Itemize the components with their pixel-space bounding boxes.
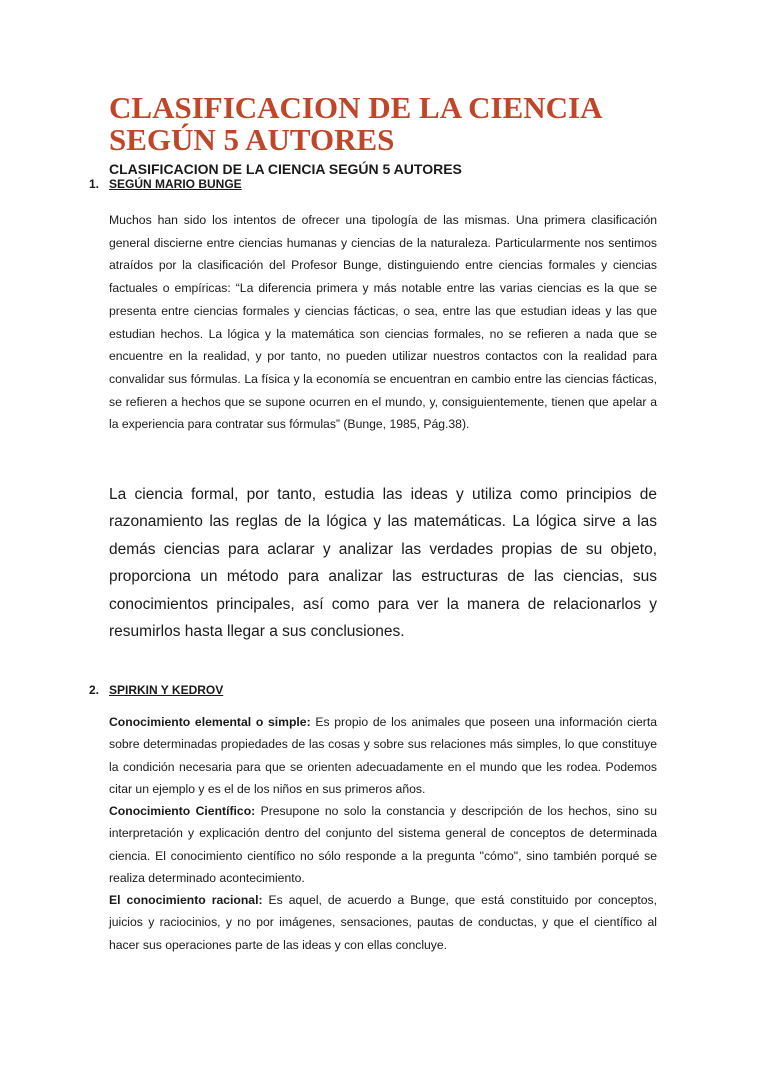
section-1-paragraph-2: La ciencia formal, por tanto, estudia las ideas y utiliza como principios de razonamiento las reglas de la lógica y las matemáticas. La lógica sirve a las demás ciencias para aclarar y analizar las verdades propias de su objeto, proporciona un método para analizar las estructuras de las ciencias, sus conocimientos principales, así como para ver la manera de relacionarlos y resumirlos hasta llegar a sus conclusiones.: [109, 486, 657, 641]
section-2-number: 2.: [89, 683, 100, 697]
page-subtitle: CLASIFICACION DE LA CIENCIA SEGÚN 5 AUTORES: [109, 161, 462, 177]
knowledge-text-cientifico: Presupone no solo la constancia y descripción de los hechos, sino su interpretación y explicación dentro del conjunto del sistema general de conceptos de determinada ciencia. El conocimiento científico no sólo responde a la pregunta "cómo", sino también porqué se realiza determinado acontecimiento.: [109, 804, 657, 886]
knowledge-term-cientifico: Conocimiento Científico:: [109, 804, 256, 818]
page-title: [109, 92, 709, 156]
section-1-heading: [89, 177, 242, 191]
knowledge-term-elemental: Conocimiento elemental o simple:: [109, 715, 311, 729]
knowledge-item-elemental: [109, 711, 657, 801]
section-1-number: 1.: [89, 177, 100, 191]
page-title-line-1: CLASIFICACION DE LA CIENCIA: [109, 90, 603, 125]
section-1-title: SEGÚN MARIO BUNGE: [109, 177, 242, 191]
page-title-line-2: SEGÚN 5 AUTORES: [109, 122, 395, 157]
knowledge-term-racional: El conocimiento racional:: [109, 893, 263, 907]
knowledge-text-racional: Es aquel, de acuerdo a Bunge, que está constituido por conceptos, juicios y raciocinios, y no por imágenes, sensaciones, pautas de conductas, y que el científico al hacer sus operaciones parte de las ideas y con ellas concluye.: [109, 893, 658, 952]
section-1-paragraph-1: Muchos han sido los intentos de ofrecer una tipología de las mismas. Una primera clasificación general discierne entre ciencias humanas y ciencias de la naturaleza. Particularmente nos sentimos atraídos por la clasificación del Profesor Bunge, distinguiendo entre ciencias formales y ciencias factuales o empíricas: “La diferencia primera y más notable entre las varias ciencias es la que se presenta entre ciencias formales y ciencias fácticas, o sea, entre las que estudian ideas y las que estudian hechos. La lógica y la matemática son ciencias formales, no se refieren a nada que se encuentre en la realidad, y por tanto, no pueden utilizar nuestros contactos con la realidad para convalidar sus fórmulas. La física y la economía se encuentran en cambio entre las ciencias fácticas, se refieren a hechos que se supone ocurren en el mundo, y, consiguientemente, tienen que apelar a la experiencia para contratar sus fórmulas” (Bunge, 1985, Pág.38).: [109, 213, 657, 432]
section-2-heading: [89, 683, 223, 697]
knowledge-item-racional: [109, 889, 657, 956]
knowledge-text-elemental: Es propio de los animales que poseen una información cierta sobre determinadas propiedades de las cosas y sobre sus relaciones más simples, lo que constituye la condición necesaria para que se orienten adecuadamente en el mundo que les rodea. Podemos citar un ejemplo y es el de los niños en sus primeros años.: [109, 715, 657, 797]
knowledge-item-cientifico: [109, 800, 657, 890]
section-2-title: SPIRKIN Y KEDROV: [109, 683, 224, 697]
